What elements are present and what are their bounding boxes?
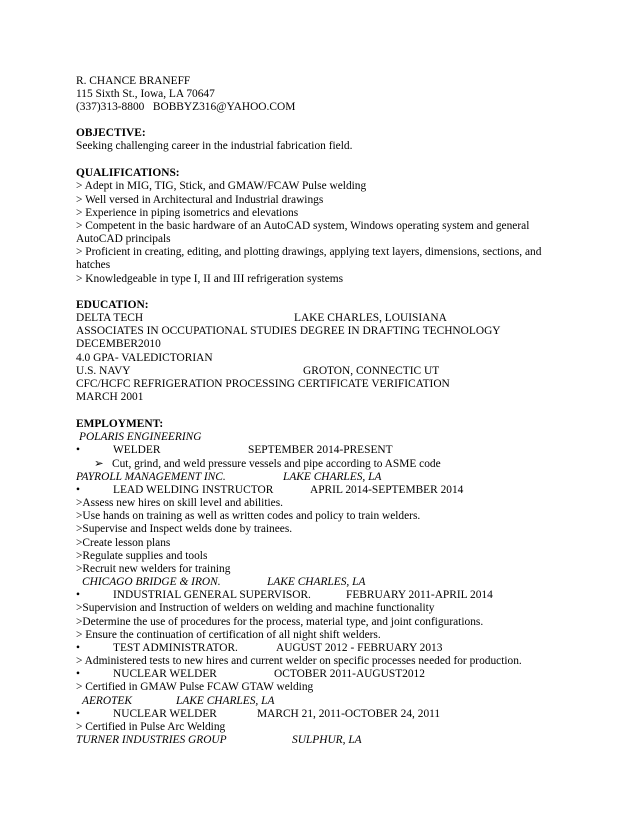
job-duty: >Assess new hires on skill level and abilities. <box>76 497 283 509</box>
qualification-item: > Competent in the basic hardware of an AutoCAD system, Windows operating system and general <box>76 220 530 232</box>
qualification-item: > Proficient in creating, editing, and plotting drawings, applying text layers, dimensions, sections, and <box>76 246 542 258</box>
email: BOBBYZ316@YAHOO.COM <box>152 101 296 113</box>
job-duty: >Use hands on training as well as written codes and policy to train welders. <box>76 510 421 522</box>
qualification-item: > Knowledgeable in type I, II and III refrigeration systems <box>76 273 344 285</box>
objective-text: Seeking challenging career in the industrial fabrication field. <box>76 140 353 152</box>
school-location: GROTON, CONNECTIC UT <box>303 365 440 377</box>
job-duty: >Determine the use of procedures for the process, material type, and joint configurations. <box>76 616 484 628</box>
job-title: INDUSTRIAL GENERAL SUPERVISOR. <box>113 589 311 601</box>
company-polaris: POLARIS ENGINEERING <box>79 431 202 443</box>
arrow-bullet: ➢ <box>94 458 104 470</box>
degree-date: DECEMBER2010 <box>76 338 161 350</box>
degree: ASSOCIATES IN OCCUPATIONAL STUDIES DEGREE IN DRAFTING TECHNOLOGY <box>76 325 501 337</box>
job-title: NUCLEAR WELDER <box>113 708 217 720</box>
qualification-item: hatches <box>76 259 111 271</box>
job-duty: > Administered tests to new hires and current welder on specific processes needed for production. <box>76 655 522 667</box>
job-title: LEAD WELDING INSTRUCTOR <box>113 484 274 496</box>
job-duty: >Create lesson plans <box>76 537 171 549</box>
qualification-item: > Well versed in Architectural and Industrial drawings <box>76 194 324 206</box>
job-duty: >Recruit new welders for training <box>76 563 231 575</box>
job-dates: AUGUST 2012 - FEBRUARY 2013 <box>276 642 443 654</box>
qualification-item: > Adept in MIG, TIG, Stick, and GMAW/FCAW Pulse welding <box>76 180 367 192</box>
qualification-item: > Experience in piping isometrics and elevations <box>76 207 299 219</box>
company-location: SULPHUR, LA <box>292 734 362 746</box>
job-dates: OCTOBER 2011-AUGUST2012 <box>274 668 425 680</box>
job-dates: FEBRUARY 2011-APRIL 2014 <box>346 589 493 601</box>
job-duty: >Supervision and Instruction of welders on welding and machine functionality <box>76 602 435 614</box>
company-aerotek: AEROTEK <box>82 695 132 707</box>
contact-line <box>76 101 295 114</box>
job-dates: MARCH 21, 2011-OCTOBER 24, 2011 <box>257 708 441 720</box>
job-title: WELDER <box>113 444 161 456</box>
education-heading: EDUCATION: <box>76 299 149 311</box>
bullet: • <box>76 444 80 456</box>
job-duty: >Regulate supplies and tools <box>76 550 208 562</box>
company-location: LAKE CHARLES, LA <box>267 576 366 588</box>
qualifications-heading: QUALIFICATIONS: <box>76 167 180 179</box>
school-location: LAKE CHARLES, LOUISIANA <box>294 312 447 324</box>
school-delta-tech: DELTA TECH <box>76 312 144 324</box>
school-us-navy: U.S. NAVY <box>76 365 131 377</box>
bullet: • <box>76 668 80 680</box>
job-duty: > Certified in GMAW Pulse FCAW GTAW welding <box>76 681 314 693</box>
job-dates: SEPTEMBER 2014-PRESENT <box>248 444 393 456</box>
bullet: • <box>76 484 80 496</box>
bullet: • <box>76 642 80 654</box>
gpa: 4.0 GPA- VALEDICTORIAN <box>76 352 213 364</box>
candidate-name: R. CHANCE BRANEFF <box>76 75 191 87</box>
certificate: CFC/HCFC REFRIGERATION PROCESSING CERTIFICATE VERIFICATION <box>76 378 450 390</box>
job-duty: Cut, grind, and weld pressure vessels and pipe according to ASME code <box>112 458 441 470</box>
company-location: LAKE CHARLES, LA <box>176 695 275 707</box>
company-chicago-bridge: CHICAGO BRIDGE & IRON. <box>82 576 221 588</box>
objective-heading: OBJECTIVE: <box>76 127 146 139</box>
employment-heading: EMPLOYMENT: <box>76 418 164 430</box>
bullet: • <box>76 589 80 601</box>
company-location: LAKE CHARLES, LA <box>283 471 382 483</box>
company-turner: TURNER INDUSTRIES GROUP <box>76 734 227 746</box>
job-dates: APRIL 2014-SEPTEMBER 2014 <box>310 484 464 496</box>
certificate-date: MARCH 2001 <box>76 391 144 403</box>
company-payroll: PAYROLL MANAGEMENT INC. <box>76 471 226 483</box>
phone: (337)313-8800 <box>76 101 145 113</box>
job-title: TEST ADMINISTRATOR. <box>113 642 238 654</box>
job-duty: > Certified in Pulse Arc Welding <box>76 721 226 733</box>
qualification-item: AutoCAD principals <box>76 233 171 245</box>
job-title: NUCLEAR WELDER <box>113 668 217 680</box>
job-duty: >Supervise and Inspect welds done by trainees. <box>76 523 293 535</box>
address: 115 Sixth St., Iowa, LA 70647 <box>76 88 215 100</box>
bullet: • <box>76 708 80 720</box>
job-duty: > Ensure the continuation of certification of all night shift welders. <box>76 629 381 641</box>
